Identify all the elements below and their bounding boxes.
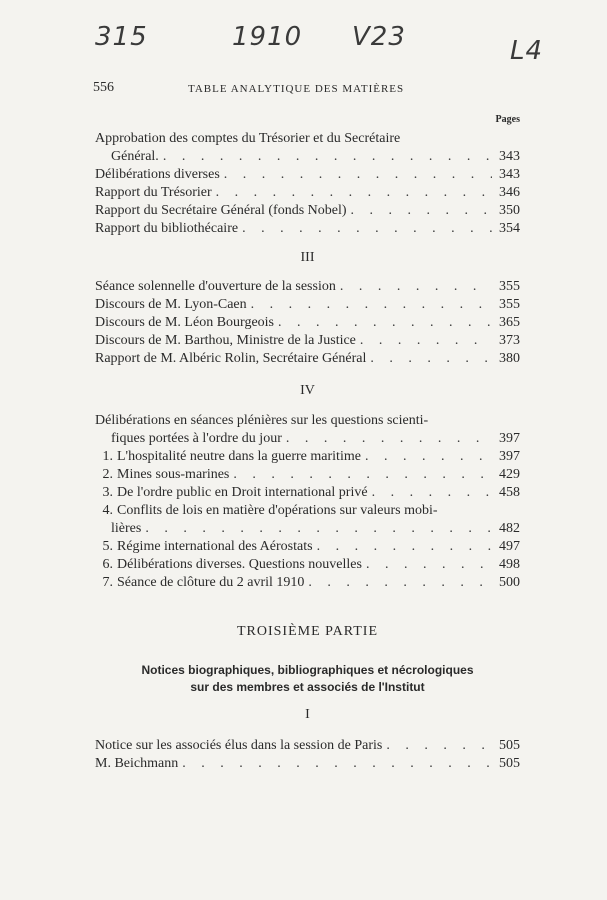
toc-entry-title: fiques portées à l'ordre du jour bbox=[111, 431, 282, 446]
toc-entry-page: 373 bbox=[499, 333, 520, 348]
section-heading-I: I bbox=[305, 707, 310, 722]
toc-entry bbox=[95, 332, 520, 350]
toc-entry-page: 365 bbox=[499, 315, 520, 330]
toc-entry bbox=[95, 412, 520, 448]
dot-leader bbox=[145, 520, 492, 538]
toc-entry-title: Discours de M. Lyon-Caen bbox=[95, 297, 247, 312]
handwritten-mark: 315 bbox=[95, 22, 148, 52]
running-title: TABLE ANALYTIQUE DES MATIÈRES bbox=[188, 83, 405, 95]
toc-entry-title: Discours de M. Léon Bourgeois bbox=[95, 315, 274, 330]
toc-entry-page: 497 bbox=[499, 539, 520, 554]
subtitle-line: Notices biographiques, bibliographiques et nécrologiques bbox=[141, 663, 474, 677]
section-heading-III: III bbox=[300, 250, 315, 265]
pages-column-label: Pages bbox=[495, 114, 520, 125]
toc-entry bbox=[95, 202, 520, 220]
toc-entry-title: Discours de M. Barthou, Ministre de la Justice bbox=[95, 333, 356, 348]
toc-entry-title: Mines sous-marines bbox=[117, 467, 230, 482]
toc-entry-page: 500 bbox=[499, 575, 520, 590]
item-number: 6. bbox=[102, 557, 113, 572]
dot-leader bbox=[366, 556, 492, 574]
toc-entry-title: Régime international des Aérostats bbox=[117, 539, 313, 554]
toc-entry bbox=[95, 448, 520, 466]
toc-entry bbox=[95, 466, 520, 484]
dot-leader bbox=[351, 202, 492, 220]
toc-entry-page: 429 bbox=[499, 467, 520, 482]
toc-section-general bbox=[95, 114, 520, 238]
toc-entry-title: Rapport du Secrétaire Général (fonds Nobel) bbox=[95, 203, 347, 218]
toc-entry bbox=[95, 574, 520, 592]
part-title: TROISIÈME PARTIE bbox=[236, 624, 379, 639]
dot-leader bbox=[251, 296, 492, 314]
toc-entry-page: 505 bbox=[499, 738, 520, 753]
toc-entry bbox=[95, 314, 520, 332]
toc-entry bbox=[95, 350, 520, 368]
toc-section-III bbox=[95, 278, 520, 368]
toc-entry bbox=[95, 166, 520, 184]
toc-entry-title: Rapport du Trésorier bbox=[95, 185, 212, 200]
toc-entry-page: 458 bbox=[499, 485, 520, 500]
handwritten-mark: V23 bbox=[352, 22, 406, 52]
toc-entry-page: 350 bbox=[499, 203, 520, 218]
toc-entry-title: Notice sur les associés élus dans la session de Paris bbox=[95, 738, 383, 753]
subtitle-line: sur des membres et associés de l'Institut bbox=[190, 680, 425, 694]
toc-entry-title: L'hospitalité neutre dans la guerre maritime bbox=[117, 449, 361, 464]
toc-entry-page: 343 bbox=[499, 167, 520, 182]
toc-entry bbox=[95, 502, 520, 538]
toc-entry-title: lières bbox=[111, 521, 142, 536]
dot-leader bbox=[278, 314, 492, 332]
toc-entry bbox=[95, 296, 520, 314]
dot-leader bbox=[216, 184, 492, 202]
toc-entry-page: 380 bbox=[499, 351, 520, 366]
toc-entry-title: De l'ordre public en Droit international privé bbox=[117, 485, 368, 500]
dot-leader bbox=[224, 166, 492, 184]
dot-leader bbox=[340, 278, 492, 296]
toc-entry-page: 498 bbox=[499, 557, 520, 572]
toc-entry bbox=[95, 556, 520, 574]
toc-entry bbox=[95, 755, 520, 773]
toc-entry-title: M. Beichmann bbox=[95, 756, 179, 771]
toc-entry-page: 346 bbox=[499, 185, 520, 200]
item-number: 4. bbox=[102, 503, 113, 518]
handwritten-mark: 1910 bbox=[232, 22, 303, 52]
toc-entry-page: 355 bbox=[499, 279, 520, 294]
toc-entry bbox=[95, 220, 520, 238]
toc-entry bbox=[95, 278, 520, 296]
toc-entry-page: 505 bbox=[499, 756, 520, 771]
toc-entry-title: Séance solennelle d'ouverture de la session bbox=[95, 279, 336, 294]
toc-entry-page: 397 bbox=[499, 449, 520, 464]
item-number: 7. bbox=[102, 575, 113, 590]
toc-entry-page: 343 bbox=[499, 149, 520, 164]
part-subtitle bbox=[95, 662, 520, 696]
toc-entry bbox=[95, 538, 520, 556]
toc-entry bbox=[95, 130, 520, 166]
toc-section-IV bbox=[95, 412, 520, 592]
toc-entry bbox=[95, 737, 520, 755]
dot-leader bbox=[372, 484, 492, 502]
dot-leader bbox=[370, 350, 492, 368]
item-number: 1. bbox=[102, 449, 113, 464]
toc-entry-page: 482 bbox=[499, 521, 520, 536]
page-number: 556 bbox=[93, 80, 114, 95]
dot-leader bbox=[308, 574, 492, 592]
toc-entry-title: Approbation des comptes du Trésorier et du Secrétaire bbox=[95, 131, 401, 146]
toc-entry-page: 397 bbox=[499, 431, 520, 446]
item-number: 3. bbox=[102, 485, 113, 500]
toc-entry-title: Séance de clôture du 2 avril 1910 bbox=[117, 575, 305, 590]
toc-entry-title: Général. bbox=[111, 149, 159, 164]
dot-leader bbox=[360, 332, 492, 350]
toc-entry bbox=[95, 484, 520, 502]
toc-entry-title: Conflits de lois en matière d'opérations sur valeurs mobi- bbox=[117, 503, 438, 518]
toc-entry-page: 355 bbox=[499, 297, 520, 312]
item-number: 5. bbox=[102, 539, 113, 554]
toc-entry-title: Délibérations diverses. Questions nouvelles bbox=[117, 557, 362, 572]
toc-entry-title: Délibérations diverses bbox=[95, 167, 220, 182]
toc-entry-title: Rapport de M. Albéric Rolin, Secrétaire Général bbox=[95, 351, 367, 366]
dot-leader bbox=[286, 430, 492, 448]
toc-entry-page: 354 bbox=[499, 221, 520, 236]
section-heading-IV: IV bbox=[300, 383, 315, 398]
dot-leader bbox=[233, 466, 492, 484]
dot-leader bbox=[386, 737, 492, 755]
item-number: 2. bbox=[102, 467, 113, 482]
dot-leader bbox=[317, 538, 492, 556]
dot-leader bbox=[163, 148, 492, 166]
toc-entry bbox=[95, 184, 520, 202]
dot-leader bbox=[242, 220, 492, 238]
dot-leader bbox=[365, 448, 492, 466]
toc-entry-title: Rapport du bibliothécaire bbox=[95, 221, 239, 236]
toc-entry-title: Délibérations en séances plénières sur les questions scienti- bbox=[95, 413, 429, 428]
toc-section-I bbox=[95, 737, 520, 773]
dot-leader bbox=[182, 755, 492, 773]
handwritten-mark: L4 bbox=[510, 36, 544, 66]
